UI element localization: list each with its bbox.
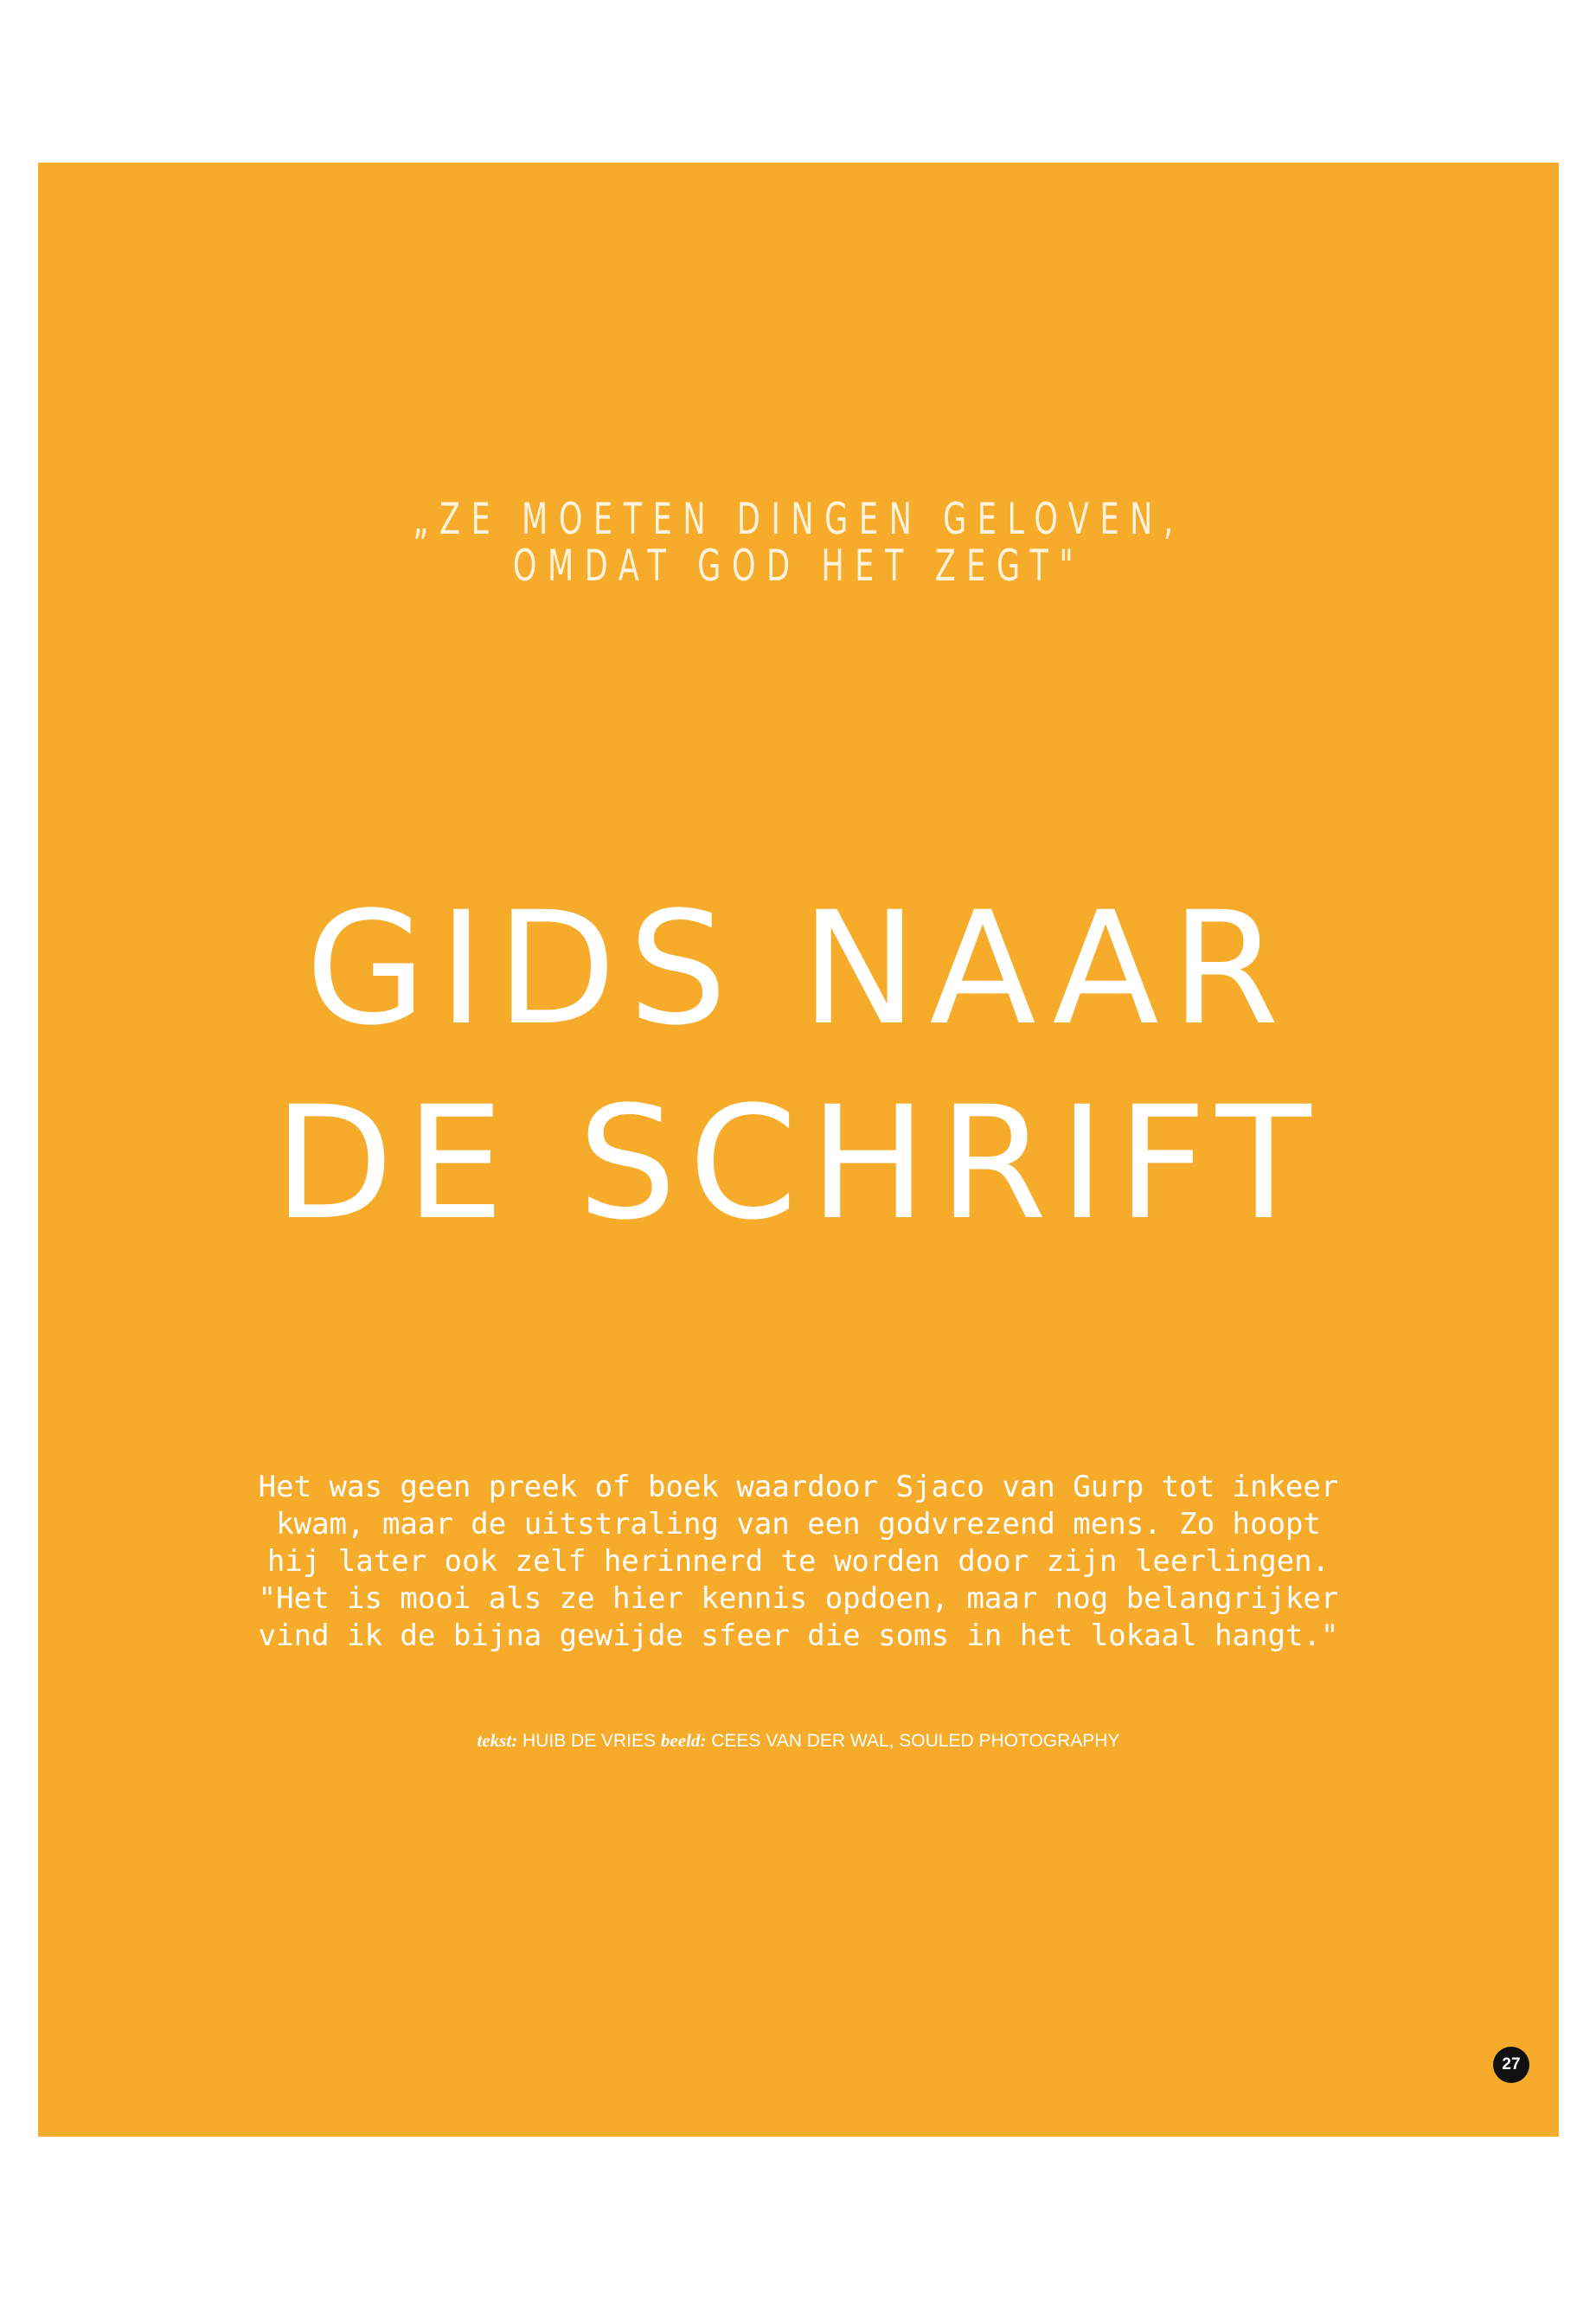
page-number-badge: 27 [1493, 2047, 1529, 2083]
pull-quote-line-2: OMDAT GOD HET ZEGT" [512, 541, 1085, 591]
headline-line-1: GIDS NAAR [305, 879, 1292, 1060]
credit-image-label: beeld: [660, 1730, 707, 1751]
headline-line-2: DE SCHRIFT [273, 1074, 1324, 1254]
credit-text-label: tekst: [477, 1730, 518, 1751]
pull-quote [266, 496, 1331, 589]
article-panel [38, 163, 1559, 2137]
headline [38, 872, 1559, 1261]
credits [38, 1730, 1559, 1752]
intro-paragraph: Het was geen preek of boek waardoor Sjaco van Gurp tot inkeer kwam, maar de uitstraling van een godvrezend mens. Zo hoopt hij later ook zelf herinnerd te worden door zijn leerlingen. "Het is mooi als ze hier kennis opdoen, maar nog belangrijker vind ik de bijna gewijde sfeer die soms in het lokaal hangt." [258, 1470, 1339, 1653]
pull-quote-line-1: „ZE MOETEN DINGEN GELOVEN, [413, 494, 1184, 544]
credit-image-author: CEES VAN DER WAL, SOULED PHOTOGRAPHY [711, 1731, 1120, 1751]
credit-text-author: HUIB DE VRIES [522, 1731, 657, 1751]
